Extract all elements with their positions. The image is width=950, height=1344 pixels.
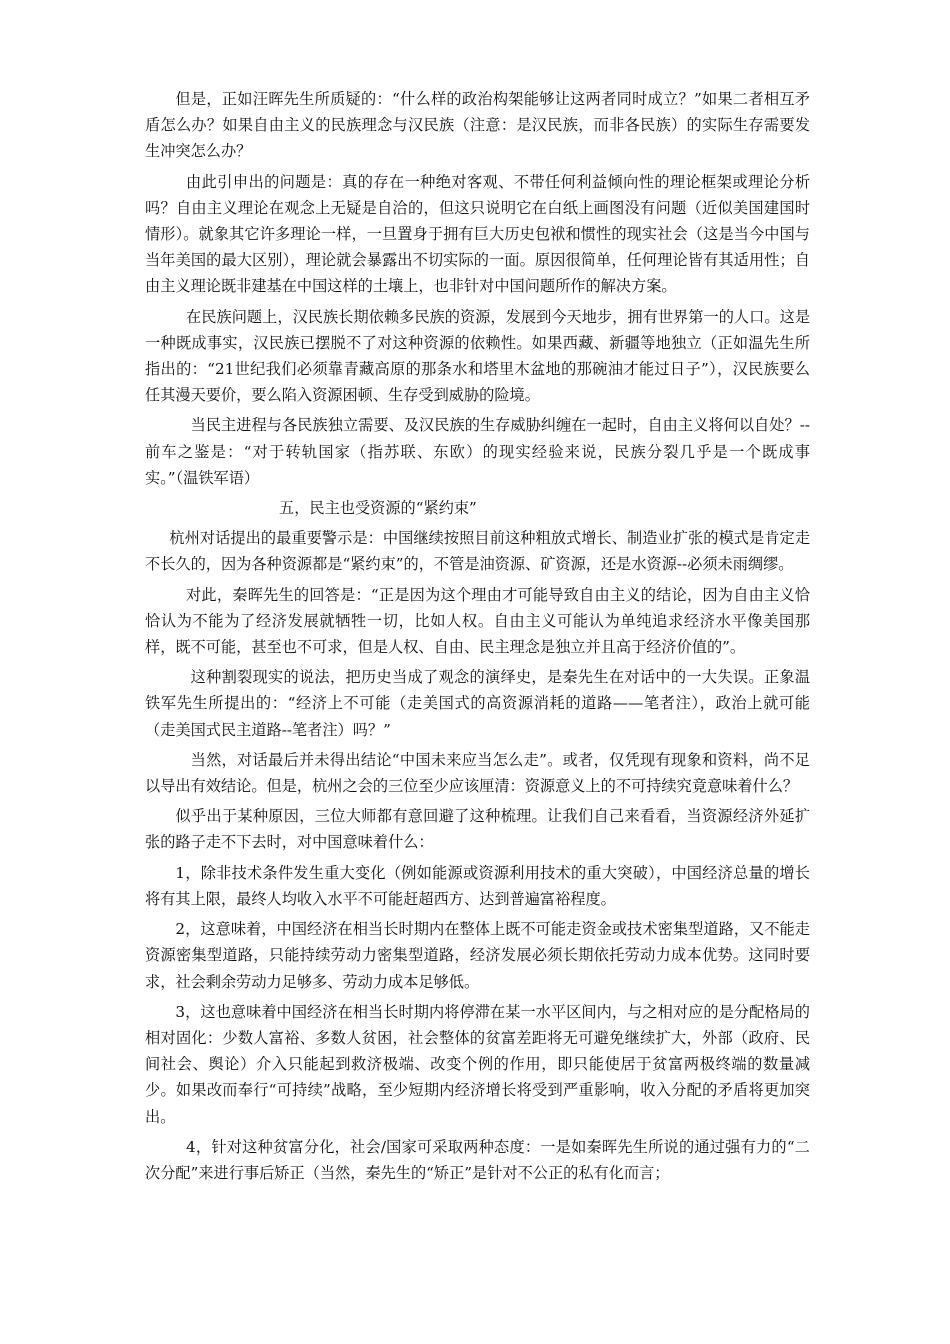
paragraph-9: 似乎出于某种原因，三位大师都有意回避了这种梳理。让我们自己来看看，当资源经济外延扩张的路子走不下去时，对中国意味着什么：: [145, 807, 810, 852]
list-item-4: 4，针对这种贫富分化，社会/国家可采取两种态度：一是如秦晖先生所说的通过强有力的“二次分配”来进行事后矫正（当然，秦先生的“矫正”是针对不公正的私有化而言；: [145, 1137, 810, 1182]
list-item-1: 1，除非技术条件发生重大变化（例如能源或资源利用技术的重大突破），中国经济总量的增长将有其上限，最终人均收入水平不可能赶超西方、达到普遍富裕程度。: [145, 863, 810, 908]
document-page: [145, 86, 810, 1190]
paragraph-7: 这种割裂现实的说法，把历史当成了观念的演绎史，是秦先生在对话中的一大失误。正象温铁军先生所提出的：“经济上不可能（走美国式的高资源消耗的道路——笔者注），政治上就可能（走美国式民主道路--笔者注）吗？”: [145, 668, 810, 739]
paragraph-6: 对此，秦晖先生的回答是：“正是因为这个理由才可能导致自由主义的结论，因为自由主义恰恰认为不能为了经济发展就牺牲一切，比如人权。自由主义可能认为单纯追求经济水平像美国那样，既不可能，甚至也不可求，但是人权、自由、民主理念是独立并且高于经济价值的”。: [145, 585, 810, 657]
section-heading: 五，民主也受资源的“紧约束”: [279, 499, 477, 518]
list-item-2: 2，这意味着，中国经济在相当长时期内在整体上既不可能走资金或技术密集型道路，又不能走资源密集型道路，只能持续劳动力密集型道路，经济发展必须长期依托劳动力成本优势。这同时要求，社会剩余劳动力足够多、劳动力成本足够低。: [145, 920, 810, 991]
paragraph-2: 由此引申出的问题是：真的存在一种绝对客观、不带任何利益倾向性的理论框架或理论分析吗？自由主义理论在观念上无疑是自洽的，但这只说明它在白纸上画图没有问题（近似美国建国时情形）。就象其它许多理论一样，一旦置身于拥有巨大历史包袱和惯性的现实社会（这是当今中国与当年美国的最大区别），理论就会暴露出不切实际的一面。原因很简单，任何理论皆有其适用性；自由主义理论既非建基在中国这样的土壤上，也非针对中国问题所作的解决方案。: [145, 172, 810, 296]
paragraph-3: 在民族问题上，汉民族长期依赖多民族的资源，发展到今天地步，拥有世界第一的人口。这是一种既成事实，汉民族已摆脱不了对这种资源的依赖性。如果西藏、新疆等地独立（正如温先生所指出的：“21世纪我们必须靠青藏高原的那条水和塔里木盆地的那碗油才能过日子”），汉民族要么任其漫天要价，要么陷入资源困顿、生存受到威胁的险境。: [145, 307, 810, 405]
paragraph-5: 杭州对话提出的最重要警示是：中国继续按照目前这种粗放式增长、制造业扩张的模式是肯定走不长久的，因为各种资源都是“紧约束”的，不管是油资源、矿资源，还是水资源--必须未雨绸缪。: [145, 529, 810, 574]
paragraph-1: 但是，正如汪晖先生所质疑的：“什么样的政治构架能够让这两者同时成立？”如果二者相互矛盾怎么办？如果自由主义的民族理念与汉民族（注意：是汉民族，而非各民族）的实际生存需要发生冲突怎么办？: [145, 90, 810, 161]
paragraph-4: 当民主进程与各民族独立需要、及汉民族的生存威胁纠缠在一起时，自由主义将何以自处？--前车之鉴是：“对于转轨国家（指苏联、东欧）的现实经验来说，民族分裂几乎是一个既成事实。”（温铁军语）: [145, 416, 810, 487]
paragraph-8: 当然，对话最后并未得出结论“中国未来应当怎么走”。或者，仅凭现有现象和资料，尚不足以导出有效结论。但是，杭州之会的三位至少应该厘清：资源意义上的不可持续究竟意味着什么？: [145, 750, 810, 796]
list-item-3: 3，这也意味着中国经济在相当长时期内将停滞在某一水平区间内，与之相对应的是分配格局的相对固化：少数人富裕、多数人贫困，社会整体的贫富差距将无可避免继续扩大，外部（政府、民间社会、舆论）介入只能起到救济极端、改变个例的作用，即只能使居于贫富两极终端的数量减少。如果改而奉行“可持续”战略，至少短期内经济增长将受到严重影响，收入分配的矛盾将更加突出。: [145, 1002, 810, 1126]
